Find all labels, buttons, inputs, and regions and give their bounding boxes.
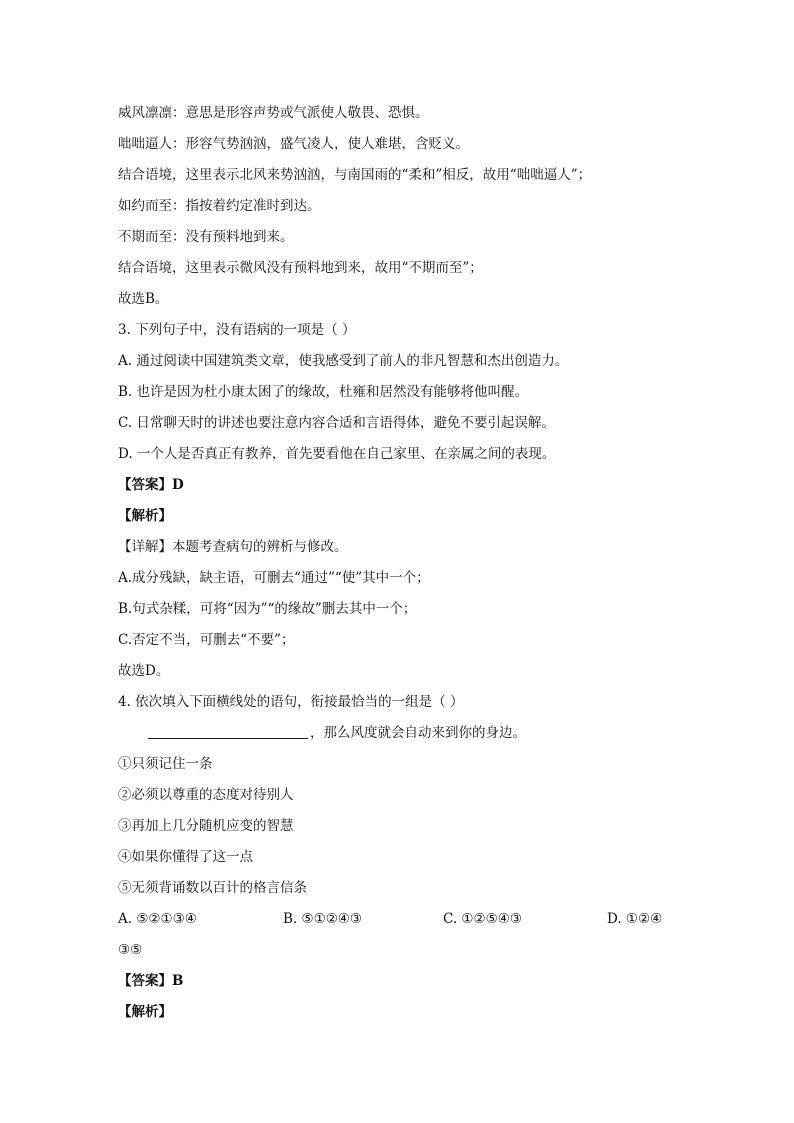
question-3-detail: 【详解】本题考查病句的辨析与修改。 xyxy=(118,539,348,555)
question-4-analysis-heading: 【解析】 xyxy=(118,1004,172,1020)
question-3-explain-a: A.成分残缺，缺主语，可删去“通过”“使”其中一个； xyxy=(118,570,430,586)
document-page xyxy=(118,98,698,1028)
definition-duoduo: 咄咄逼人：形容气势汹汹，盛气凌人，使人难堪，含贬义。 xyxy=(118,136,469,152)
question-4-sentence-2: ②必须以尊重的态度对待别人 xyxy=(118,787,294,803)
context-note-2: 结合语境，这里表示微风没有预料地到来，故用“不期而至”； xyxy=(118,260,483,276)
question-3-option-c: C. 日常聊天时的讲述也要注意内容合适和言语得体，避免不要引起误解。 xyxy=(118,415,555,431)
question-3-option-a: A. 通过阅读中国建筑类文章，使我感受到了前人的非凡智慧和杰出创造力。 xyxy=(118,353,569,369)
question-4-sentence-4: ④如果你懂得了这一点 xyxy=(118,849,253,865)
question-4-blank-sentence xyxy=(118,718,698,749)
question-4-sentence-1: ①只须记住一条 xyxy=(118,756,213,772)
question-3-conclusion: 故选D。 xyxy=(118,663,170,679)
question-3-answer: 【答案】D xyxy=(118,477,184,493)
question-4-option-a: A. ⑤②①③④ xyxy=(118,911,197,927)
definition-ruyue: 如约而至：指按着约定准时到达。 xyxy=(118,198,321,214)
question-4-options xyxy=(118,904,698,935)
question-3-analysis-heading: 【解析】 xyxy=(118,508,172,524)
question-4-answer: 【答案】B xyxy=(118,973,184,989)
question-4-option-c: C. ①②⑤④③ xyxy=(443,911,522,927)
fill-blank xyxy=(148,724,308,739)
conclusion-q2: 故选B。 xyxy=(118,291,169,307)
question-3-option-d: D. 一个人是否真正有教养，首先要看他在自己家里、在亲属之间的表现。 xyxy=(118,446,556,462)
definition-buqi: 不期而至：没有预料地到来。 xyxy=(118,229,294,245)
question-3-explain-b: B.句式杂糅，可将“因为”“的缘故”删去其中一个； xyxy=(118,601,417,617)
question-4-sentence-3: ③再加上几分随机应变的智慧 xyxy=(118,818,294,834)
question-3-option-b: B. 也许是因为杜小康太困了的缘故，杜雍和居然没有能够将他叫醒。 xyxy=(118,384,529,400)
question-4-stem: 4. 依次填入下面横线处的语句，衔接最恰当的一组是（ ） xyxy=(118,694,464,710)
question-3-explain-c: C.否定不当，可删去“不要”； xyxy=(118,632,295,648)
question-3-stem: 3. 下列句子中，没有语病的一项是（ ） xyxy=(118,322,356,338)
blank-sentence-rest: ，那么风度就会自动来到你的身边。 xyxy=(310,725,526,741)
definition-weifeng: 威风凛凛：意思是形容声势或气派使人敬畏、恐惧。 xyxy=(118,105,429,121)
question-4-option-b: B. ⑤①②④③ xyxy=(283,911,363,927)
context-note-1: 结合语境，这里表示北风来势汹汹，与南国雨的“柔和”相反，故用“咄咄逼人”； xyxy=(118,167,592,183)
question-4-option-d: D. ①②④ xyxy=(607,911,663,927)
question-4-sentence-5: ⑤无须背诵数以百计的格言信条 xyxy=(118,880,307,896)
question-4-option-d-continued: ③⑤ xyxy=(118,942,143,958)
